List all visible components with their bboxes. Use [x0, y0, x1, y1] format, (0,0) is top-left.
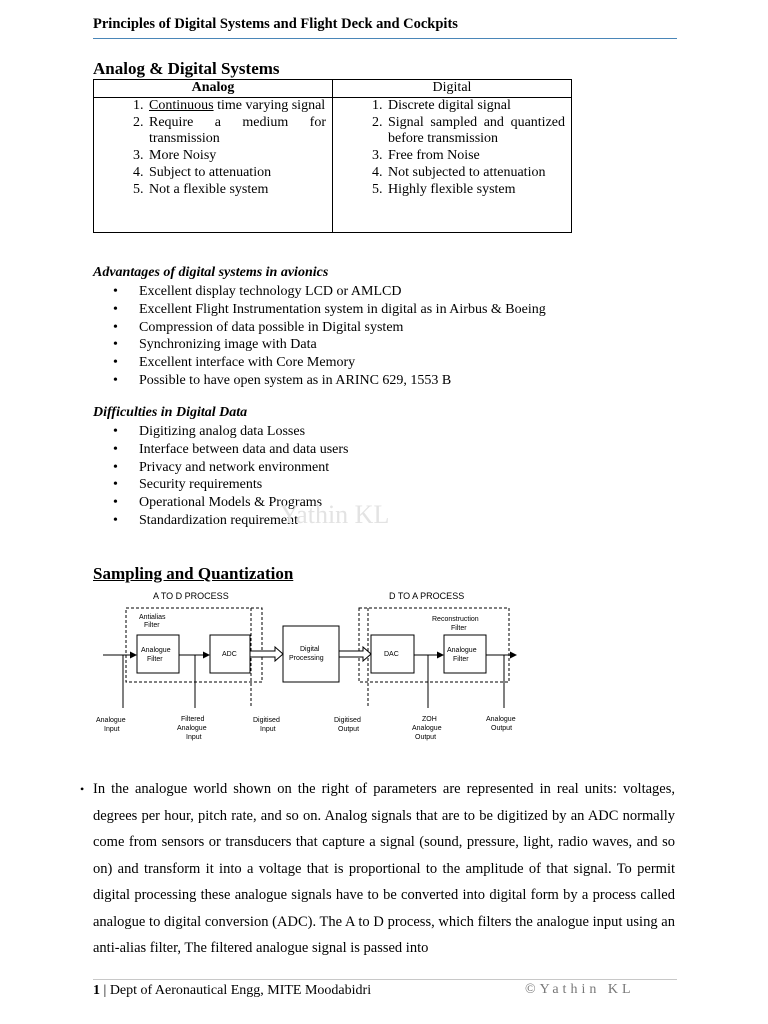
analog-item-1: 1. Continuous time varying signal: [147, 98, 326, 115]
digital-column: [333, 97, 572, 232]
label-filtered-1: Filtered: [181, 716, 205, 723]
label-digitised-input-2: Input: [260, 726, 276, 733]
list-item: • Security requirements: [93, 476, 349, 494]
label-filtered-3: Input: [186, 734, 202, 741]
reconstruction-label-1: Reconstruction: [432, 616, 479, 623]
list-item: • Excellent interface with Core Memory: [93, 354, 546, 372]
digital-processing-block: [283, 626, 339, 682]
analog-list: [94, 98, 332, 199]
analog-item-3: 3. More Noisy: [147, 148, 326, 165]
arrow-adc-digital: [250, 647, 283, 661]
paragraph-bullet: •: [80, 782, 85, 796]
label-zoh-2: Analogue: [412, 725, 442, 732]
antialias-label-1: Antialias: [139, 614, 166, 621]
a-to-d-label: A TO D PROCESS: [153, 591, 229, 601]
antialias-label-2: Filter: [144, 622, 160, 629]
list-item: • Compression of data possible in Digital system: [93, 319, 546, 337]
label-analogue-input-1: Analogue: [96, 717, 126, 724]
analog-item-2: 2. Require a medium for transmission: [147, 115, 326, 149]
difficulties-heading: Difficulties in Digital Data: [93, 405, 248, 420]
label-analogue-output-2: Output: [491, 725, 513, 732]
digital-list: [333, 98, 571, 199]
digital-processing-2: Processing: [289, 655, 324, 662]
advantages-list: [93, 283, 546, 390]
list-item: • Privacy and network environment: [93, 459, 349, 477]
reconstruction-label-2: Filter: [451, 625, 467, 632]
list-item: • Excellent display technology LCD or AMLCD: [93, 283, 546, 301]
analogue-filter-right-2: Filter: [453, 656, 469, 663]
footer-left: [93, 983, 371, 999]
list-item: • Operational Models & Programs: [93, 494, 349, 512]
header-title: Principles of Digital Systems and Flight Deck and Cockpits: [93, 16, 458, 32]
digital-item-1: 1. Discrete digital signal: [386, 98, 565, 115]
watermark-text: Yathin KL: [280, 500, 390, 529]
analogue-filter-block-left: [137, 635, 179, 673]
analogue-filter-right-1: Analogue: [447, 647, 477, 654]
label-digitised-output-1: Digitised: [334, 717, 361, 724]
label-zoh-1: ZOH: [422, 716, 437, 723]
advantages-heading: Advantages of digital systems in avionics: [93, 265, 329, 280]
label-analogue-output-1: Analogue: [486, 716, 516, 723]
footer-rule: [93, 979, 677, 980]
digital-processing-1: Digital: [300, 646, 320, 653]
comparison-table: [93, 79, 572, 233]
footer-dept: Dept of Aeronautical Engg, MITE Moodabidri: [109, 983, 372, 998]
list-item: • Possible to have open system as in ARINC 629, 1553 B: [93, 372, 546, 390]
d-to-a-label: D TO A PROCESS: [389, 591, 465, 601]
page-number: 1: [93, 983, 100, 998]
analog-item-5: 5. Not a flexible system: [147, 182, 326, 199]
list-item: • Synchronizing image with Data: [93, 336, 546, 354]
analogue-filter-block-right: [444, 635, 486, 673]
arrow-digital-dac: [339, 647, 371, 661]
footer-copyright: ©Yathin KL: [525, 982, 635, 997]
analogue-filter-left-2: Filter: [147, 656, 163, 663]
page-header: [93, 16, 677, 39]
label-digitised-input-1: Digitised: [253, 717, 280, 724]
dac-label: DAC: [384, 651, 399, 658]
label-analogue-input-2: Input: [104, 726, 120, 733]
list-item: • Excellent Flight Instrumentation system in digital as in Airbus & Boeing: [93, 301, 546, 319]
label-digitised-output-2: Output: [338, 726, 360, 733]
list-item: • Interface between data and data users: [93, 441, 349, 459]
section-title-analog-digital: Analog & Digital Systems: [93, 59, 280, 78]
digital-item-3: 3. Free from Noise: [386, 148, 565, 165]
list-item: • Digitizing analog data Losses: [93, 423, 349, 441]
footer-separator: |: [100, 983, 110, 998]
section-title-sampling: Sampling and Quantization: [93, 564, 294, 583]
table-header-digital: Digital: [333, 80, 572, 98]
list-item: • Standardization requirement: [93, 512, 349, 530]
analogue-filter-left-1: Analogue: [141, 647, 171, 654]
digital-item-4: 4. Not subjected to attenuation: [386, 165, 565, 182]
body-paragraph: In the analogue world shown on the right of parameters are represented in real units: voltages, degrees per hour, pitch rate, and so on. Analog signals that are to be digitized by an ADC normally come from sensors or transducers that capture a signal (sound, pressure, light, radio waves, and so on) and transform it into a voltage that is proportional to the amplitude of that signal. To permit digital processing these analogue signals have to be converted into digital form by a process called analogue to digital conversion (ADC). The A to D process, which filters the analogue input using an anti-alias filter, The filtered analogue signal is passed into: [93, 781, 675, 956]
adc-label: ADC: [222, 651, 237, 658]
digital-item-5: 5. Highly flexible system: [386, 182, 565, 199]
label-filtered-2: Analogue: [177, 725, 207, 732]
analog-item-4: 4. Subject to attenuation: [147, 165, 326, 182]
digital-item-2: 2. Signal sampled and quantized before transmission: [386, 115, 565, 149]
label-zoh-3: Output: [415, 734, 437, 741]
table-header-analog: Analog: [94, 80, 333, 98]
analog-column: [94, 97, 333, 232]
ad-da-block-diagram: [93, 588, 533, 748]
